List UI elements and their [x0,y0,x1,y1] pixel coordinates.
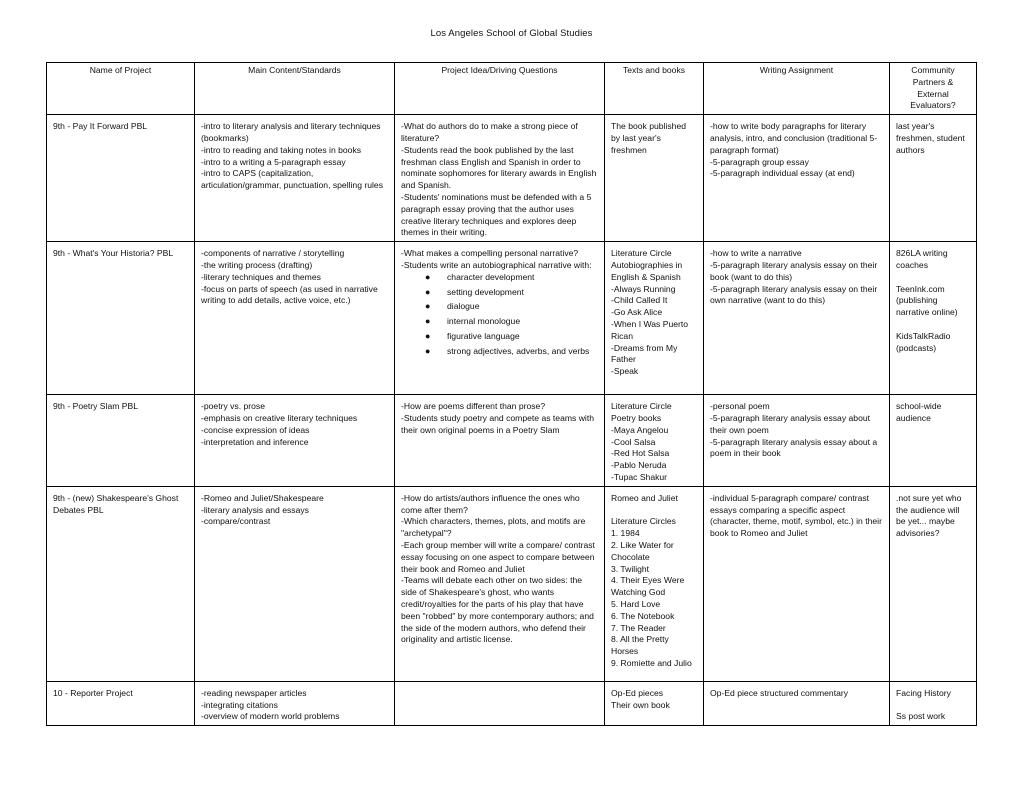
cell-partners [890,681,977,725]
cell-line: -Students write an autobiographical narrative with: [401,259,592,270]
blank-line [896,700,970,712]
cell-line: -Maya Angelou [611,424,669,435]
cell-line: -how to write a narrative [710,248,802,259]
list-item [401,346,598,358]
cell-line: -how to write body paragraphs for literary analysis, intro, and conclusion (traditional 5-paragraph format) [710,121,878,155]
cell-line: -How do artists/authors influence the ones who come after them? [401,492,580,515]
cell-writing [704,395,890,487]
cell-idea [395,242,605,395]
cell-writing [704,681,890,725]
cell-line: 7. The Reader [611,622,666,633]
cell-project-name: 9th - Pay It Forward PBL [47,115,195,242]
cell-line: -Red Hot Salsa [611,448,670,459]
cell-idea [395,395,605,487]
cell-line: -Child Called It [611,295,668,306]
bullet-icon: ● [425,345,431,356]
cell-texts [605,395,704,487]
list-item [401,331,598,343]
cell-line: Literature Circle Poetry books [611,401,672,423]
header-name-of-project: Name of Project [47,63,195,115]
table-row [47,681,977,725]
cell-partners [890,242,977,395]
header-main-content: Main Content/Standards [195,63,395,115]
cell-line: 6. The Notebook [611,610,675,621]
cell-line: -Pablo Neruda [611,460,667,471]
table-row [47,115,977,242]
cell-line: -reading newspaper articles [201,687,307,698]
bullet-text: setting development [447,286,524,297]
cell-line: -individual 5-paragraph compare/ contrast essays comparing a specific aspect (character, theme, motif, symbol, etc.) in their book to Romeo and Juliet [710,492,882,539]
cell-line: -compare/contrast [201,516,271,527]
bullet-text: dialogue [447,301,480,312]
cell-line: -Teams will debate each other on two sides: the side of Shakespeare's ghost, who wants credit/royalties for the parts of his play that have been "robbed" by more contemporary authors; and the side of the modern authors, who defend their originality and artistic license. [401,575,594,645]
cell-line: -intro to literary analysis and literary techniques (bookmarks) [201,121,381,143]
cell-line: -personal poem [710,401,770,412]
cell-line: 826LA writing coaches [896,248,948,270]
cell-partners [890,395,977,487]
cell-line: school-wide audience [896,401,942,423]
bullet-text: internal monologue [447,316,521,327]
blank-line [896,319,970,331]
table-row [47,395,977,487]
bullet-list [401,272,598,358]
cell-line: -5-paragraph individual essay (at end) [710,168,855,179]
cell-line: -Students study poetry and compete as teams with their own original poems in a Poetry Slam [401,412,594,435]
cell-line: Literature Circles [611,516,676,527]
cell-line: -Speak [611,366,639,377]
cell-line: -5-paragraph literary analysis essay on their book (want to do this) [710,259,878,282]
cell-texts [605,115,704,242]
header-project-idea: Project Idea/Driving Questions [395,63,605,115]
cell-line: -overview of modern world problems [201,711,340,722]
cell-project-name: 9th - (new) Shakespeare's Ghost Debates PBL [47,486,195,681]
header-community-partners: Community Partners & External Evaluators? [890,63,977,115]
cell-line: -intro to CAPS (capitalization, articulation/grammar, punctuation, spelling rules [201,168,383,191]
cell-line: -Romeo and Juliet/Shakespeare [201,492,324,503]
cell-line: -concise expression of ideas [201,424,310,435]
cell-line: Literature Circle Autobiographies in English & Spanish [611,248,683,282]
blank-line [896,272,970,284]
cell-line: -Tupac Shakur [611,471,668,482]
cell-line: -What makes a compelling personal narrative? [401,248,579,259]
list-item [401,301,598,313]
cell-line: -the writing process (drafting) [201,259,313,270]
cell-line: -5-paragraph literary analysis essay about a poem in their book [710,436,878,459]
cell-line: .not sure yet who the audience will be yet... maybe advisories? [896,492,962,539]
cell-line: 1. 1984 [611,528,640,539]
bullet-text: strong adjectives, adverbs, and verbs [447,345,590,356]
cell-idea [395,681,605,725]
table-row [47,486,977,681]
cell-line: -poetry vs. prose [201,401,265,412]
cell-line: -Always Running [611,283,676,294]
cell-line: -Cool Salsa [611,436,656,447]
cell-content [195,395,395,487]
cell-writing [704,115,890,242]
cell-line: Facing History [896,687,951,698]
cell-content [195,242,395,395]
document-title: Los Angeles School of Global Studies [430,28,593,39]
cell-project-name: 9th - Poetry Slam PBL [47,395,195,487]
cell-line: 5. Hard Love [611,598,661,609]
bullet-icon: ● [425,316,431,327]
cell-line: Op-Ed pieces [611,687,664,698]
cell-line: -What do authors do to make a strong piece of literature? [401,121,578,143]
bullet-text: character development [447,271,535,282]
cell-line: 3. Twilight [611,563,650,574]
cell-line: -components of narrative / storytelling [201,248,345,259]
cell-content [195,486,395,681]
cell-line: TeenInk.com (publishing narrative online) [896,283,958,318]
cell-line: -5-paragraph literary analysis essay about their own poem [710,412,871,435]
list-item [401,287,598,299]
cell-line: 2. Like Water for Chocolate [611,539,674,562]
cell-line: Their own book [611,699,670,710]
cell-line: 4. Their Eyes Were Watching God [611,575,685,598]
cell-texts [605,242,704,395]
bullet-icon: ● [425,271,431,282]
cell-line: last year's freshmen, student authors [896,121,965,155]
cell-line: 9. Romiette and Julio [611,657,692,668]
cell-line: -Each group member will write a compare/ contrast essay focusing on one aspect to compare between their book and Romeo and Juliet [401,539,595,574]
bullet-icon: ● [425,330,431,341]
cell-line: -How are poems different than prose? [401,401,546,412]
cell-content [195,115,395,242]
cell-content [195,681,395,725]
cell-project-name: 9th - What's Your Historia? PBL [47,242,195,395]
project-table [46,62,977,726]
cell-line: -literary techniques and themes [201,271,321,282]
cell-partners [890,486,977,681]
header-writing-assignment: Writing Assignment [704,63,890,115]
bullet-text: figurative language [447,330,520,341]
cell-writing [704,242,890,395]
bullet-icon: ● [425,286,431,297]
cell-line: -intro to reading and taking notes in books [201,144,362,155]
cell-texts [605,681,704,725]
cell-idea [395,115,605,242]
cell-line: -interpretation and inference [201,436,309,447]
cell-line: Ss post work [896,711,946,722]
list-item [401,272,598,284]
bullet-icon: ● [425,301,431,312]
cell-line: 8. All the Pretty Horses [611,634,669,657]
cell-line: Op-Ed piece structured commentary [710,687,849,698]
header-row [47,63,977,115]
cell-line: -5-paragraph literary analysis essay on their own narrative (want to do this) [710,283,878,306]
cell-partners [890,115,977,242]
table-row [47,242,977,395]
header-texts-books: Texts and books [605,63,704,115]
cell-line: -literary analysis and essays [201,504,309,515]
cell-line: -Dreams from My Father [611,342,678,365]
cell-line: -emphasis on creative literary techniques [201,412,358,423]
cell-line: -Which characters, themes, plots, and motifs are "archetypal"? [401,516,586,539]
cell-line: -Students' nominations must be defended with a 5 paragraph essay proving that the author uses creative literary techniques and explores deep themes in their writing. [401,191,592,238]
blank-line [611,505,697,517]
cell-texts [605,486,704,681]
cell-line: The book published by last year's freshmen [611,121,687,155]
cell-idea [395,486,605,681]
cell-line: Romeo and Juliet [611,492,678,503]
cell-project-name: 10 - Reporter Project [47,681,195,725]
list-item [401,316,598,328]
cell-line: -Go Ask Alice [611,307,663,318]
cell-line: KidsTalkRadio (podcasts) [896,330,951,353]
cell-line: -focus on parts of speech (as used in narrative writing to add details, active voice, etc.) [201,283,378,306]
cell-line: -intro to a writing a 5-paragraph essay [201,156,346,167]
cell-line: -5-paragraph group essay [710,156,809,167]
cell-writing [704,486,890,681]
cell-line: -When I Was Puerto Rican [611,318,689,341]
cell-line: -Students read the book published by the last freshman class English and Spanish in order to nominate sophomores for literary awards in English and Spanish. [401,144,597,191]
cell-line: -integrating citations [201,699,278,710]
